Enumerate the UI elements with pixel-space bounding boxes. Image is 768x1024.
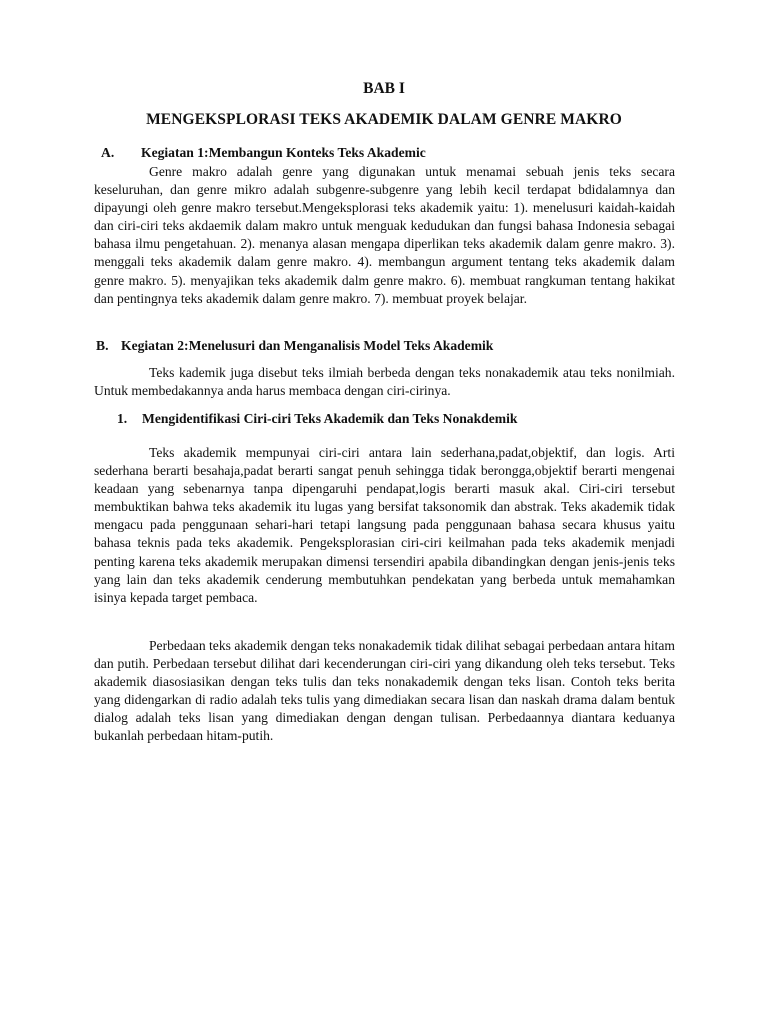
chapter-heading: BAB I	[363, 80, 405, 97]
subsection-1-number: 1.	[117, 411, 128, 426]
subsection-1-paragraph-1: Teks akademik mempunyai ciri-ciri antara lain sederhana,padat,objektif, dan logis. Arti sederhana berarti besahaja,padat berarti sangat penuh sehingga tidak berongga,objektif berarti mengenai keadaan yang sebenarnya tanpa dipengaruhi pendapat,logis berarti masuk akal. Ciri-ciri tersebut membuktikan bahwa teks akademik itu lugas yang bersifat taksonomik dan abstrak. Teks akademik tidak mengacu pada penggunaan sehari-hari tetapi langsung pada penggunaan bahasa secara khusus yaitu bahasa teknis pada teks akademik. Pengeksplorasian ciri-ciri keilmahan pada teks akademik menjadi penting karena teks akademik merupakan dimensi tersendiri apabila dibandingkan dengan jenis-jenis teks yang lain dan teks akademik cenderung membutuhkan pendekatan yang berbeda untuk memahamkan isinya kepada target pembaca.	[94, 445, 675, 605]
section-b-paragraph: Teks kademik juga disebut teks ilmiah berbeda dengan teks nonakademik atau teks nonilmiah. Untuk membedakannya anda harus membaca dengan ciri-cirinya.	[94, 365, 675, 399]
section-a-number: A.	[101, 145, 115, 160]
document-title: MENGEKSPLORASI TEKS AKADEMIK DALAM GENRE MAKRO	[146, 111, 622, 128]
section-b-heading	[96, 337, 493, 355]
section-a-paragraph: Genre makro adalah genre yang digunakan untuk menamai sebuah jenis teks secara keseluruhan, dan genre mikro adalah subgenre-subgenre yang lebih kecil terdapat bdidalamnya dan dipayungi oleh genre makro tersebut.Mengeksplorasi teks akademik yaitu: 1). menelusuri kaidah-kaidah dan ciri-ciri teks akdaemik dalam makro untuk menguak kedudukan dan fungsi bahasa Indonesia sebagai bahasa ilmu pengetahuan. 2). menanya alasan mengapa diperlikan teks akademik dalam genre makro. 3). menggali teks akademik dalam genre makro. 4). membangun argument tentang teks akademik dalam genre makro. 5). menyajikan teks akademik dalm genre makro. 6). membuat rangkuman tentang hakikat dan pentingnya teks akademik dalam genre makro. 7). membuat proyek belajar.	[94, 164, 675, 306]
subsection-1-paragraph-2: Perbedaan teks akademik dengan teks nonakademik tidak dilihat sebagai perbedaan antara hitam dan putih. Perbedaan tersebut dilihat dari kecenderungan ciri-ciri yang dikandung oleh teks tersebut. Teks akademik diasosiasikan dengan teks tulis dan teks nonakademik dengan teks lisan. Contoh teks berita yang didengarkan di radio adalah teks tulis yang dimediakan secara lisan dan naskah drama dalam bentuk dialog adalah teks lisan yang dimediakan dengan dengan tulisan. Perbedaannya diantara keduanya bukanlah perbedaan hitam-putih.	[94, 638, 675, 744]
subsection-1-heading	[117, 410, 517, 428]
section-a-heading	[101, 144, 426, 162]
subsection-1-title: Mengidentifikasi Ciri-ciri Teks Akademik dan Teks Nonakdemik	[142, 411, 518, 426]
section-b-title: Kegiatan 2:Menelusuri dan Menganalisis Model Teks Akademik	[121, 338, 494, 353]
section-b-number: B.	[96, 338, 109, 353]
section-a-title: Kegiatan 1:Membangun Konteks Teks Akademic	[141, 145, 426, 160]
